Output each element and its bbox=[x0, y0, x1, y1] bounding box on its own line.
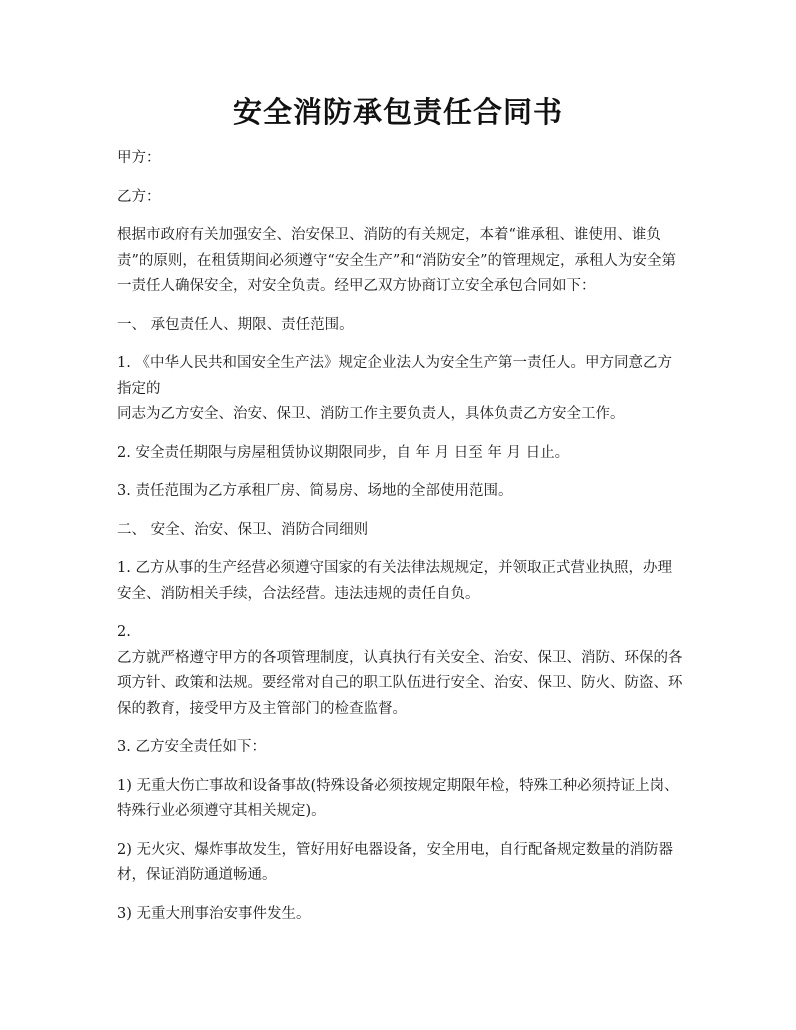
party-b-line: 乙方： bbox=[117, 188, 161, 205]
sub-clause-3: 3) 无重大刑事治安事件发生。 bbox=[117, 905, 311, 922]
clause-2-3: 3. 乙方安全责任如下： bbox=[117, 739, 266, 755]
clause-1-1-continued: 同志为乙方安全、治安、保卫、消防工作主要负责人，具体负责乙方安全工作。 bbox=[117, 406, 625, 422]
section-heading-2: 二、 安全、治安、保卫、消防合同细则 bbox=[117, 521, 369, 538]
document-title: 安全消防承包责任合同书 bbox=[232, 95, 563, 129]
party-a-line: 甲方： bbox=[117, 150, 161, 166]
sub-clause-1: 1) 无重大伤亡事故和设备事故(特殊设备必须按规定期限年检，特殊工种必须持证上岗、特殊行业必须遵守其相关规定)。 bbox=[117, 777, 679, 819]
clause-1-1: 1. 《中华人民共和国安全生产法》规定企业法人为安全生产第一责任人。甲方同意乙方指定的 bbox=[117, 355, 672, 397]
clause-2-2-number: 2. bbox=[117, 624, 131, 640]
clause-2-2: 乙方就严格遵守甲方的各项管理制度，认真执行有关安全、治安、保卫、消防、环保的各项方针、政策和法规。要经常对自己的职工队伍进行安全、治安、保卫、防火、防盗、环保的教育，接受甲方及主管部门的检查监督。 bbox=[117, 649, 683, 717]
clause-1-2: 2. 安全责任期限与房屋租赁协议期限同步，自 年 月 日至 年 月 日止。 bbox=[117, 444, 570, 461]
clause-2-1: 1. 乙方从事的生产经营必须遵守国家的有关法律法规规定，并领取正式营业执照，办理安全、消防相关手续，合法经营。违法违规的责任自负。 bbox=[117, 560, 672, 602]
document-body bbox=[117, 146, 685, 940]
sub-clause-2: 2) 无火灾、爆炸事故发生，管好用好电器设备，安全用电，自行配备规定数量的消防器材，保证消防通道畅通。 bbox=[117, 841, 673, 883]
clause-1-3: 3. 责任范围为乙方承租厂房、简易房、场地的全部使用范围。 bbox=[117, 483, 513, 499]
preamble-paragraph: 根据市政府有关加强安全、治安保卫、消防的有关规定，本着“谁承租、谁使用、谁负责”的原则，在租赁期间必须遵守“安全生产”和“消防安全”的管理规定，承租人为安全第一责任人确保安全，对安全负责。经甲乙双方协商订立安全承包合同如下： bbox=[117, 227, 677, 294]
section-heading-1: 一、 承包责任人、期限、责任范围。 bbox=[117, 316, 354, 333]
